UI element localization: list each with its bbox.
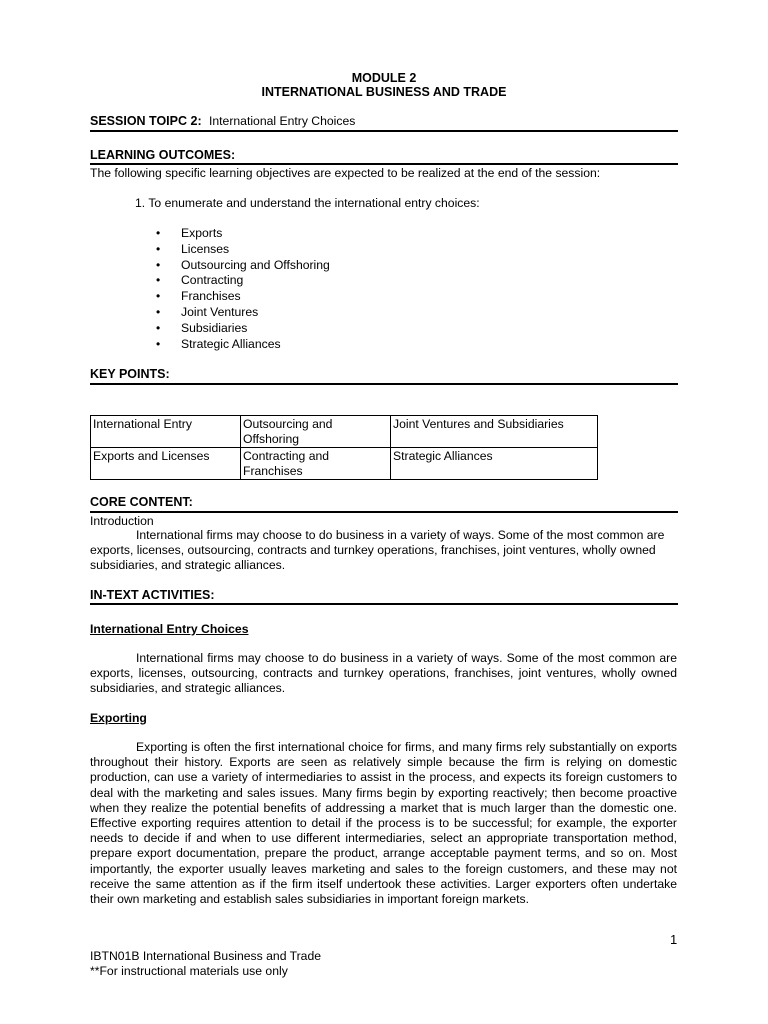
entry-choices-text: International firms may choose to do business in a variety of ways. Some of the most common are exports, licenses, outsourcing, contracts and turnkey operations, franchises, joint ventures, wholly owned subsidiaries, and strategic alliances.	[90, 651, 677, 696]
table-cell: Contracting and Franchises	[241, 448, 391, 480]
core-content-heading: CORE CONTENT:	[90, 495, 193, 509]
list-item: • Strategic Alliances	[156, 337, 330, 353]
exporting-text: Exporting is often the first international choice for firms, and many firms rely substantially on exports throughout their history. Exports are seen as relatively simple because the firm is relying on domestic production, can use a variety of intermediaries to assist in the process, and expects its foreign customers to deal with the marketing and sales issues. Many firms begin by exporting reactively; then become proactive when they realize the potential benefits of addressing a market that is much larger than the domestic one. Effective exporting requires attention to detail if the process is to be successful; for example, the exporter needs to decide if and when to use different intermediaries, select an appropriate transportation method, prepare export documentation, prepare the product, arrange acceptable payment terms, and so on. Most importantly, the exporter usually leaves marketing and sales to the foreign customers, and these may not receive the same attention as if the firm itself undertook these activities. Larger exporters often undertake their own marketing and establish sales subsidiaries in important foreign markets.	[90, 740, 677, 907]
section-divider	[90, 511, 678, 513]
list-item: • Exports	[156, 226, 330, 242]
table-row	[91, 448, 598, 480]
list-item: • Joint Ventures	[156, 305, 330, 321]
introduction-label: Introduction	[90, 514, 154, 528]
page-number: 1	[670, 932, 678, 947]
course-title: INTERNATIONAL BUSINESS AND TRADE	[261, 85, 507, 99]
in-text-activities-heading: IN-TEXT ACTIVITIES:	[90, 588, 215, 602]
section-divider	[90, 603, 678, 605]
session-label: SESSION TOIPC 2:	[90, 114, 202, 128]
table-cell: Exports and Licenses	[91, 448, 241, 480]
list-item: • Franchises	[156, 289, 330, 305]
entry-choices-title: International Entry Choices	[90, 622, 249, 636]
entry-choices-list	[156, 226, 330, 352]
section-divider	[90, 130, 678, 132]
footer-note: **For instructional materials use only	[90, 964, 288, 978]
exporting-title: Exporting	[90, 711, 147, 725]
table-cell: Strategic Alliances	[391, 448, 598, 480]
section-divider	[90, 163, 678, 165]
session-topic-line	[90, 114, 355, 128]
learning-outcomes-heading: LEARNING OUTCOMES:	[90, 148, 236, 162]
list-item: • Outsourcing and Offshoring	[156, 258, 330, 274]
table-row	[91, 416, 598, 448]
table-cell: Outsourcing and Offshoring	[241, 416, 391, 448]
introduction-text: International firms may choose to do business in a variety of ways. Some of the most common are exports, licenses, outsourcing, contracts and turnkey operations, franchises, joint ventures, wholly owned subsidiaries, and strategic alliances.	[90, 528, 665, 573]
session-topic: International Entry Choices	[209, 114, 356, 128]
list-item: • Subsidiaries	[156, 321, 330, 337]
learning-objective: 1. To enumerate and understand the international entry choices:	[135, 196, 480, 210]
module-number: MODULE 2	[351, 71, 417, 85]
list-item: • Contracting	[156, 273, 330, 289]
table-cell: International Entry	[91, 416, 241, 448]
footer-course-code: IBTN01B International Business and Trade	[90, 949, 322, 963]
key-points-heading: KEY POINTS:	[90, 367, 170, 381]
section-divider	[90, 383, 678, 385]
learning-outcomes-intro: The following specific learning objectives are expected to be realized at the end of the session:	[90, 166, 601, 180]
table-cell: Joint Ventures and Subsidiaries	[391, 416, 598, 448]
list-item: • Licenses	[156, 242, 330, 258]
key-points-table	[90, 415, 598, 480]
